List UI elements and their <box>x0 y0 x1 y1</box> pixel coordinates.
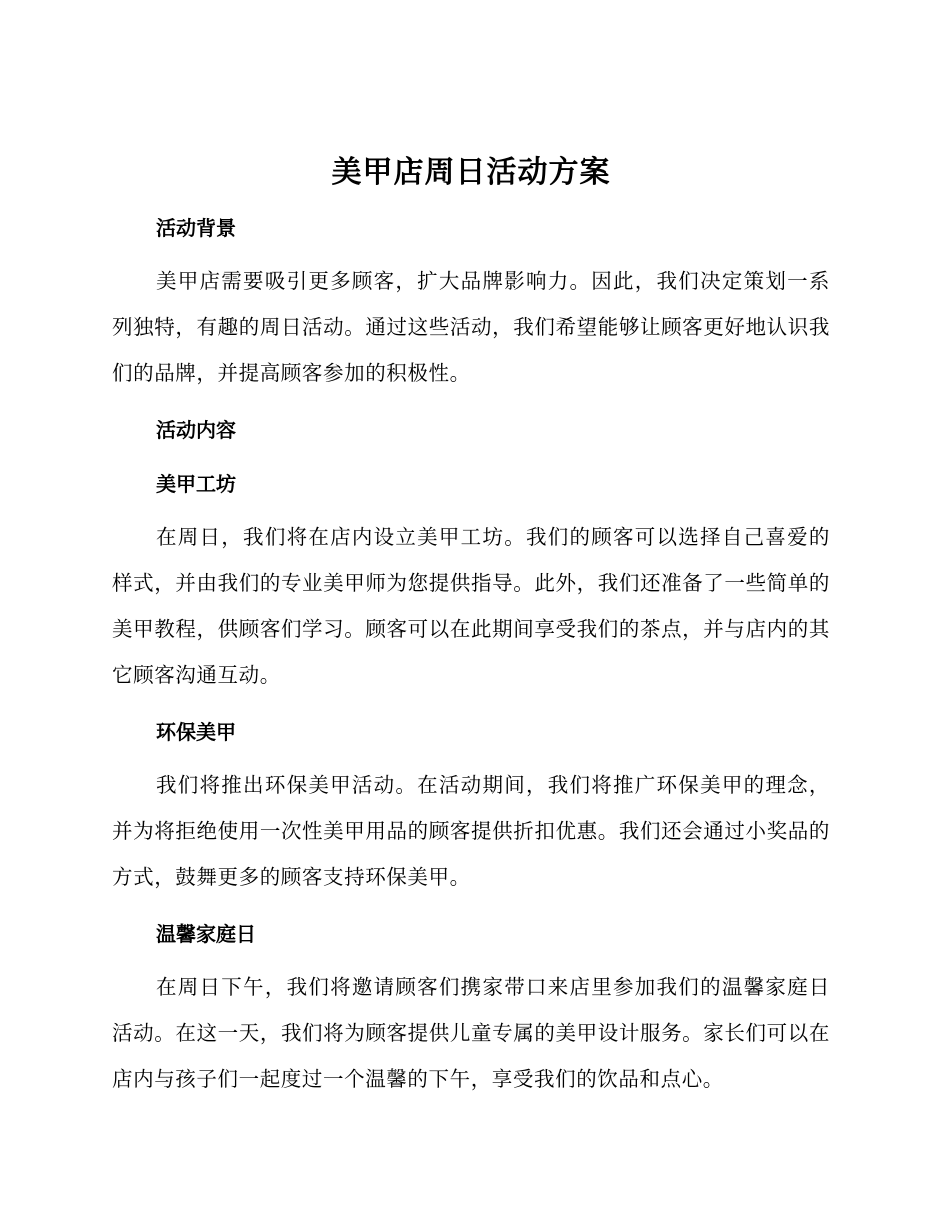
document-page <box>112 148 830 1102</box>
section-heading-family: 温馨家庭日 <box>156 922 256 946</box>
document-title: 美甲店周日活动方案 <box>331 155 611 190</box>
section-paragraph-workshop: 在周日，我们将在店内设立美甲工坊。我们的顾客可以选择自己喜爱的样式，并由我们的专业美甲师为您提供指导。此外，我们还准备了一些简单的美甲教程，供顾客们学习。顾客可以在此期间享受我们的茶点，并与店内的其它顾客沟通互动。 <box>112 525 830 687</box>
section-paragraph-eco: 我们将推出环保美甲活动。在活动期间，我们将推广环保美甲的理念，并为将拒绝使用一次性美甲用品的顾客提供折扣优惠。我们还会通过小奖品的方式，鼓舞更多的顾客支持环保美甲。 <box>112 773 830 889</box>
section-heading-content: 活动内容 <box>156 418 236 442</box>
section-paragraph-family: 在周日下午，我们将邀请顾客们携家带口来店里参加我们的温馨家庭日活动。在这一天，我们将为顾客提供儿童专属的美甲设计服务。家长们可以在店内与孩子们一起度过一个温馨的下午，享受我们的饮品和点心。 <box>112 975 830 1091</box>
section-heading-workshop: 美甲工坊 <box>156 472 236 496</box>
section-heading-eco: 环保美甲 <box>156 720 236 744</box>
section-paragraph-background: 美甲店需要吸引更多顾客，扩大品牌影响力。因此，我们决定策划一系列独特，有趣的周日活动。通过这些活动，我们希望能够让顾客更好地认识我们的品牌，并提高顾客参加的积极性。 <box>112 269 830 385</box>
section-heading-background: 活动背景 <box>156 216 236 240</box>
